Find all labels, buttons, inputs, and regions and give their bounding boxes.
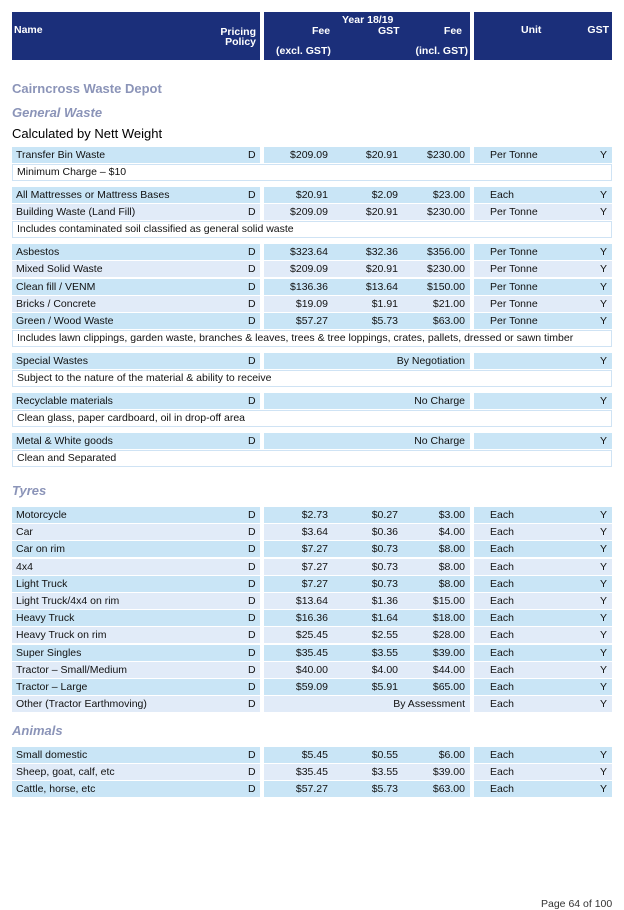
header-gst-flag: GST — [587, 24, 609, 36]
item-name: Light Truck/4x4 on rim — [16, 595, 120, 607]
fee-excl-gst: $40.00 — [295, 663, 328, 676]
fee-excl-gst: $7.27 — [301, 560, 328, 573]
item-name: Metal & White goods — [16, 435, 113, 447]
table-row — [12, 764, 612, 780]
unit: Each — [490, 560, 514, 573]
gst-amount: $3.55 — [371, 646, 398, 659]
pricing-policy: D — [248, 629, 256, 642]
header-fees — [264, 12, 470, 60]
unit: Per Tonne — [490, 297, 538, 310]
pricing-policy: D — [248, 315, 256, 327]
gst-amount: $0.27 — [371, 509, 398, 521]
gst-amount: $1.36 — [371, 595, 398, 607]
table-row — [12, 576, 612, 592]
table-row — [12, 541, 612, 557]
gst-flag: Y — [599, 355, 607, 367]
note-text: Includes contaminated soil classified as general solid waste — [17, 223, 294, 236]
table-note — [12, 330, 612, 347]
fee-incl-gst: $39.00 — [432, 646, 465, 659]
header-unit: Unit — [521, 24, 542, 36]
table-row — [12, 433, 612, 449]
pricing-policy: D — [248, 395, 256, 407]
unit: Each — [490, 766, 514, 779]
fee-excl-gst: $19.09 — [295, 297, 328, 310]
site-title: Cairncross Waste Depot — [12, 81, 162, 96]
pricing-policy: D — [248, 783, 256, 796]
pricing-policy: D — [248, 435, 256, 447]
fee-excl-gst: $136.36 — [290, 280, 328, 293]
item-name: Other (Tractor Earthmoving) — [16, 698, 147, 711]
pricing-policy: D — [248, 663, 256, 676]
gst-amount: $0.73 — [371, 543, 398, 556]
animals-title: Animals — [12, 723, 63, 738]
pricing-policy: D — [248, 280, 256, 293]
fee-incl-gst: No Charge — [414, 435, 465, 447]
fee-excl-gst: $57.27 — [295, 315, 328, 327]
item-name: Tractor – Large — [16, 681, 88, 693]
gst-flag: Y — [599, 783, 607, 796]
gst-flag: Y — [599, 263, 607, 276]
gst-amount: $5.91 — [371, 681, 398, 693]
fee-excl-gst: $20.91 — [295, 189, 328, 201]
table-row — [12, 204, 612, 220]
fee-incl-gst: $4.00 — [438, 526, 465, 539]
fee-incl-gst: $63.00 — [432, 315, 465, 327]
fee-excl-gst: $16.36 — [295, 612, 328, 625]
unit: Each — [490, 681, 514, 693]
row-cell-bg — [474, 393, 612, 409]
fee-excl-gst: $209.09 — [290, 263, 328, 276]
table-row — [12, 147, 612, 163]
table-row — [12, 559, 612, 575]
gst-amount: $3.55 — [371, 766, 398, 779]
item-name: Special Wastes — [16, 355, 88, 367]
gst-flag: Y — [599, 560, 607, 573]
note-text: Includes lawn clippings, garden waste, branches & leaves, trees & tree loppings, crates, pallets, dressed or sawn timber — [17, 332, 574, 345]
fee-incl-gst: $15.00 — [432, 595, 465, 607]
item-name: Tractor – Small/Medium — [16, 663, 128, 676]
fee-excl-gst: $57.27 — [295, 783, 328, 796]
fee-excl-gst: $209.09 — [290, 206, 328, 219]
gst-flag: Y — [599, 681, 607, 693]
gst-flag: Y — [599, 612, 607, 625]
fee-incl-gst: $44.00 — [432, 663, 465, 676]
page-footer: Page 64 of 100 — [541, 898, 613, 910]
pricing-policy: D — [248, 560, 256, 573]
fee-incl-gst: $356.00 — [427, 246, 465, 259]
pricing-policy: D — [248, 681, 256, 693]
table-row — [12, 507, 612, 523]
gst-flag: Y — [599, 698, 607, 711]
unit: Each — [490, 783, 514, 796]
gst-amount: $20.91 — [365, 263, 398, 276]
fee-incl-gst: No Charge — [414, 395, 465, 407]
pricing-policy: D — [248, 206, 256, 219]
gst-flag: Y — [599, 663, 607, 676]
header-name-policy — [12, 12, 260, 60]
fee-excl-gst: $7.27 — [301, 577, 328, 590]
unit: Each — [490, 595, 514, 607]
item-name: Clean fill / VENM — [16, 280, 96, 293]
unit: Per Tonne — [490, 149, 538, 161]
table-row — [12, 313, 612, 329]
item-name: Car — [16, 526, 33, 539]
table-row — [12, 593, 612, 609]
item-name: Small domestic — [16, 749, 88, 761]
item-name: Asbestos — [16, 246, 60, 259]
gst-flag: Y — [599, 629, 607, 642]
item-name: 4x4 — [16, 560, 33, 573]
unit: Each — [490, 509, 514, 521]
pricing-policy: D — [248, 577, 256, 590]
note-text: Clean and Separated — [17, 452, 117, 465]
gst-flag: Y — [599, 577, 607, 590]
table-row — [12, 296, 612, 312]
table-note — [12, 450, 612, 467]
table-row — [12, 393, 612, 409]
row-cell-bg — [474, 353, 612, 369]
table-row — [12, 627, 612, 643]
general-waste-title: General Waste — [12, 105, 103, 120]
gst-flag: Y — [599, 280, 607, 293]
unit: Each — [490, 526, 514, 539]
table-row — [12, 261, 612, 277]
table-note — [12, 410, 612, 427]
unit: Each — [490, 646, 514, 659]
calc-note: Calculated by Nett Weight — [12, 126, 163, 141]
item-name: Recyclable materials — [16, 395, 113, 407]
gst-flag: Y — [599, 435, 607, 447]
fee-incl-gst: $65.00 — [432, 681, 465, 693]
pricing-policy: D — [248, 355, 256, 367]
item-name: All Mattresses or Mattress Bases — [16, 189, 170, 201]
gst-amount: $0.73 — [371, 577, 398, 590]
pricing-policy: D — [248, 297, 256, 310]
item-name: Super Singles — [16, 646, 82, 659]
fee-incl-gst: $8.00 — [438, 560, 465, 573]
fee-excl-gst: $323.64 — [290, 246, 328, 259]
gst-flag: Y — [599, 595, 607, 607]
unit: Each — [490, 612, 514, 625]
pricing-policy: D — [248, 149, 256, 161]
gst-amount: $1.64 — [371, 612, 398, 625]
gst-flag: Y — [599, 395, 607, 407]
header-fee-incl-bottom: (incl. GST) — [415, 45, 468, 57]
fee-incl-gst: $63.00 — [432, 783, 465, 796]
gst-flag: Y — [599, 149, 607, 161]
table-row — [12, 747, 612, 763]
fee-incl-gst: $150.00 — [427, 280, 465, 293]
table-row — [12, 679, 612, 695]
item-name: Transfer Bin Waste — [16, 149, 106, 161]
header-fee-incl-top: Fee — [443, 25, 462, 37]
pricing-policy: D — [248, 766, 256, 779]
pricing-policy: D — [248, 189, 256, 201]
fee-excl-gst: $209.09 — [290, 149, 328, 161]
fee-incl-gst: $23.00 — [432, 189, 465, 201]
table-row — [12, 353, 612, 369]
gst-amount: $20.91 — [365, 206, 398, 219]
table-row — [12, 524, 612, 540]
pricing-policy: D — [248, 612, 256, 625]
item-name: Building Waste (Land Fill) — [16, 206, 136, 219]
table-row — [12, 610, 612, 626]
item-name: Cattle, horse, etc — [16, 783, 96, 796]
header-name: Name — [14, 24, 43, 36]
pricing-policy: D — [248, 543, 256, 556]
item-name: Bricks / Concrete — [16, 297, 96, 310]
fee-incl-gst: $8.00 — [438, 543, 465, 556]
fee-excl-gst: $2.73 — [301, 509, 328, 521]
gst-flag: Y — [599, 543, 607, 556]
gst-amount: $2.55 — [371, 629, 398, 642]
fee-incl-gst: $18.00 — [432, 612, 465, 625]
unit: Each — [490, 749, 514, 761]
fee-incl-gst: $21.00 — [432, 297, 465, 310]
pricing-policy: D — [248, 509, 256, 521]
item-name: Car on rim — [16, 543, 66, 556]
pricing-policy: D — [248, 595, 256, 607]
unit: Each — [490, 543, 514, 556]
fee-excl-gst: $35.45 — [295, 766, 328, 779]
fee-excl-gst: $25.45 — [295, 629, 328, 642]
pricing-policy: D — [248, 246, 256, 259]
fee-excl-gst: $13.64 — [295, 595, 328, 607]
table-note — [12, 164, 612, 181]
header-gst: GST — [378, 25, 400, 37]
gst-amount: $0.36 — [371, 526, 398, 539]
table-row — [12, 696, 612, 712]
gst-amount: $2.09 — [371, 189, 398, 201]
note-text: Minimum Charge – $10 — [17, 166, 127, 179]
fee-incl-gst: $6.00 — [438, 749, 465, 761]
table-row — [12, 645, 612, 661]
unit: Per Tonne — [490, 246, 538, 259]
gst-flag: Y — [599, 206, 607, 219]
item-name: Motorcycle — [16, 509, 67, 521]
unit: Per Tonne — [490, 206, 538, 219]
item-name: Sheep, goat, calf, etc — [16, 766, 115, 779]
pricing-policy: D — [248, 526, 256, 539]
gst-amount: $5.73 — [371, 783, 398, 796]
pricing-policy: D — [248, 749, 256, 761]
note-text: Clean glass, paper cardboard, oil in drop-off area — [17, 412, 246, 425]
unit: Per Tonne — [490, 263, 538, 276]
gst-amount: $20.91 — [365, 149, 398, 161]
pricing-policy: D — [248, 263, 256, 276]
fee-excl-gst: $5.45 — [301, 749, 328, 761]
fee-excl-gst: $59.09 — [295, 681, 328, 693]
fee-incl-gst: $8.00 — [438, 577, 465, 590]
gst-flag: Y — [599, 297, 607, 310]
fee-incl-gst: $230.00 — [427, 149, 465, 161]
item-name: Light Truck — [16, 577, 68, 590]
unit: Per Tonne — [490, 315, 538, 327]
header-pricing-policy-2: Policy — [225, 36, 256, 48]
gst-amount: $4.00 — [371, 663, 398, 676]
table-note — [12, 370, 612, 387]
unit: Each — [490, 629, 514, 642]
gst-flag: Y — [599, 315, 607, 327]
fee-incl-gst: By Negotiation — [396, 355, 465, 367]
header-unit-gst — [474, 12, 612, 60]
item-name: Mixed Solid Waste — [16, 263, 103, 276]
tyres-title: Tyres — [12, 483, 47, 498]
gst-flag: Y — [599, 749, 607, 761]
header-fee-excl-bottom: (excl. GST) — [276, 45, 331, 57]
gst-flag: Y — [599, 246, 607, 259]
fee-excl-gst: $3.64 — [301, 526, 328, 539]
table-row — [12, 781, 612, 797]
item-name: Heavy Truck on rim — [16, 629, 107, 642]
item-name: Green / Wood Waste — [16, 315, 114, 327]
gst-flag: Y — [599, 646, 607, 659]
table-row — [12, 187, 612, 203]
table-row — [12, 244, 612, 260]
pricing-policy: D — [248, 698, 256, 711]
gst-amount: $0.73 — [371, 560, 398, 573]
table-row — [12, 662, 612, 678]
header-pricing-policy-1: Pricing — [220, 26, 256, 38]
fee-excl-gst: $7.27 — [301, 543, 328, 556]
fee-incl-gst: $39.00 — [432, 766, 465, 779]
fee-incl-gst: $230.00 — [427, 263, 465, 276]
fee-incl-gst: $28.00 — [432, 629, 465, 642]
gst-amount: $5.73 — [371, 315, 398, 327]
gst-amount: $1.91 — [371, 297, 398, 310]
unit: Each — [490, 698, 514, 711]
gst-flag: Y — [599, 526, 607, 539]
fee-excl-gst: $35.45 — [295, 646, 328, 659]
table-note — [12, 221, 612, 238]
unit: Each — [490, 189, 514, 201]
fee-incl-gst: $3.00 — [438, 509, 465, 521]
row-cell-bg — [474, 433, 612, 449]
note-text: Subject to the nature of the material & ability to receive — [17, 372, 272, 385]
gst-flag: Y — [599, 189, 607, 201]
gst-amount: $13.64 — [365, 280, 398, 293]
gst-amount: $32.36 — [365, 246, 398, 259]
fee-incl-gst: $230.00 — [427, 206, 465, 219]
unit: Each — [490, 577, 514, 590]
unit: Each — [490, 663, 514, 676]
gst-flag: Y — [599, 766, 607, 779]
row-cell-bg — [12, 524, 260, 540]
header-fee-excl-top: Fee — [312, 25, 331, 37]
unit: Per Tonne — [490, 280, 538, 293]
row-cell-bg — [12, 559, 260, 575]
fee-incl-gst: By Assessment — [393, 698, 465, 711]
header-year: Year 18/19 — [342, 14, 394, 26]
table-row — [12, 279, 612, 295]
gst-amount: $0.55 — [371, 749, 398, 761]
gst-flag: Y — [599, 509, 607, 521]
pricing-policy: D — [248, 646, 256, 659]
item-name: Heavy Truck — [16, 612, 75, 625]
